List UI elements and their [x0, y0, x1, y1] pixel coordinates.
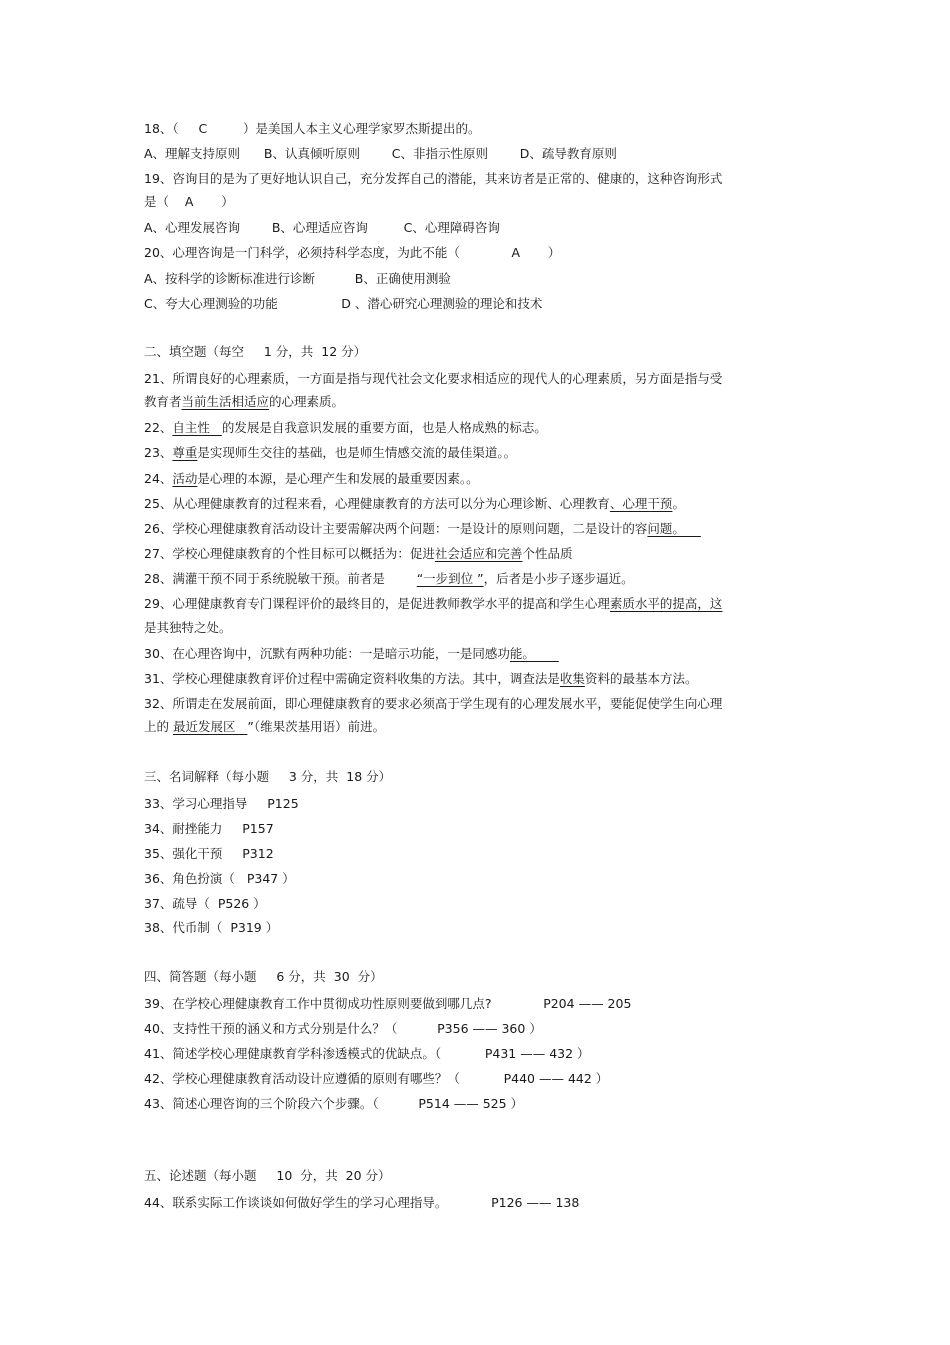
section-heading: [144, 768, 391, 786]
text-segment: 上的: [144, 719, 173, 734]
underlined-answer: 活动: [172, 471, 198, 486]
text-segment: 是（ A ）: [144, 194, 234, 209]
text-line: [144, 545, 572, 563]
text-segment: 44、联系实际工作谈谈如何做好学生的学习心理指导。 P126 —— 138: [144, 1195, 580, 1210]
underlined-answer: 问题。: [647, 521, 701, 536]
section-heading: [144, 1167, 391, 1185]
text-line: [144, 1194, 579, 1212]
text-line: [144, 170, 722, 188]
text-segment: 27、学校心理健康教育的个性目标可以概括为：促进: [144, 546, 435, 561]
text-line: [144, 295, 542, 313]
text-segment: A、心理发展咨询 B、心理适应咨询 C、心理障碍咨询: [144, 220, 500, 235]
section-heading: [144, 343, 366, 361]
text-segment: 29、心理健康教育专门课程评价的最终目的，是促进教师教学水平的提高和学生心理: [144, 596, 610, 611]
underlined-answer: 、心理干预: [609, 496, 673, 511]
text-segment: 36、角色扮演（ P347 ）: [144, 871, 295, 886]
text-segment: 39、在学校心理健康教育工作中贯彻成功性原则要做到哪几点? P204 —— 205: [144, 996, 632, 1011]
text-line: [144, 470, 479, 488]
text-segment: 五、论述题（每小题 10 分，共 20 分）: [144, 1168, 391, 1183]
text-line: [144, 1070, 608, 1088]
text-segment: 41、简述学校心理健康教育学科渗透模式的优缺点。（ P431 —— 432 ）: [144, 1046, 590, 1061]
text-line: [144, 570, 634, 588]
text-segment: 25、从心理健康教育的过程来看，心理健康教育的方法可以分为心理诊断、心理教育: [144, 496, 610, 511]
text-line: [144, 595, 722, 613]
underlined-answer: 当前生活相适应: [181, 394, 270, 409]
text-segment: 19、咨询目的是为了更好地认识自己，充分发挥自己的潜能，其来访者是正常的、健康的，这种咨询形式: [144, 171, 723, 186]
text-segment: 43、简述心理咨询的三个阶段六个步骤。（ P514 —— 525 ）: [144, 1096, 524, 1111]
text-line: [144, 845, 274, 863]
text-line: [144, 444, 516, 462]
text-line: [144, 820, 274, 838]
text-segment: 18、（ C ）是美国人本主义心理学家罗杰斯提出的。: [144, 121, 481, 136]
text-segment: 32、所谓走在发展前面，即心理健康教育的要求必须高于学生现有的心理发展水平，要能促使学生向心理: [144, 696, 723, 711]
text-line: [144, 718, 385, 736]
text-segment: 35、强化干预 P312: [144, 846, 274, 861]
text-segment: 40、支持性干预的涵义和方式分别是什么？（ P356 —— 360 ）: [144, 1021, 542, 1036]
text-line: [144, 670, 697, 688]
text-line: [144, 1045, 590, 1063]
underlined-answer: 尊重: [172, 445, 198, 460]
text-segment: 21、所谓良好的心理素质，一方面是指与现代社会文化要求相适应的现代人的心理素质，另方面是指与受: [144, 371, 723, 386]
text-segment: 教育者: [144, 394, 182, 409]
text-segment: 38、代币制（ P319 ）: [144, 920, 279, 935]
text-line: [144, 244, 560, 262]
text-line: [144, 270, 451, 288]
text-segment: 四、简答题（每小题 6 分，共 30 分）: [144, 969, 383, 984]
text-segment: 二、填空题（每空 1 分，共 12 分）: [144, 344, 367, 359]
underlined-answer: 素质水平的提高，这: [609, 596, 723, 611]
underlined-answer: 收集: [559, 671, 585, 686]
underlined-answer: 最近发展区: [172, 719, 248, 734]
text-segment: ，后者是小步子逐步逼近。: [483, 571, 634, 586]
text-line: [144, 120, 481, 138]
text-line: [144, 895, 266, 913]
text-line: [144, 695, 722, 713]
text-segment: 三、名词解释（每小题 3 分，共 18 分）: [144, 769, 392, 784]
text-line: [144, 419, 547, 437]
text-segment: ”（维果茨基用语）前进。: [247, 719, 386, 734]
text-line: [144, 1095, 523, 1113]
underlined-answer: 社会适应和完善: [434, 546, 523, 561]
text-segment: 资料的最基本方法。: [584, 671, 698, 686]
text-segment: 的发展是自我意识发展的重要方面，也是人格成熟的标志。: [221, 420, 547, 435]
text-segment: 。: [672, 496, 685, 511]
text-segment: 22、: [144, 420, 173, 435]
text-line: [144, 370, 722, 388]
text-line: [144, 870, 295, 888]
underlined-answer: “一步到位 ”: [416, 571, 484, 586]
text-segment: 是心理的本源，是心理产生和发展的最重要因素。。: [197, 471, 479, 486]
section-heading: [144, 968, 383, 986]
text-line: [144, 393, 344, 411]
text-segment: 个性品质: [522, 546, 573, 561]
text-line: [144, 645, 559, 663]
text-segment: 34、耐挫能力 P157: [144, 821, 274, 836]
text-segment: 的心理素质。: [269, 394, 345, 409]
text-segment: 33、学习心理指导 P125: [144, 796, 299, 811]
text-line: [144, 219, 500, 237]
text-segment: 20、心理咨询是一门科学，必须持科学态度，为此不能（ A ）: [144, 245, 561, 260]
text-segment: 37、疏导（ P526 ）: [144, 896, 266, 911]
text-line: [144, 795, 299, 813]
text-line: [144, 919, 278, 937]
text-segment: 26、学校心理健康教育活动设计主要需解决两个问题：一是设计的原则问题，二是设计的容: [144, 521, 648, 536]
text-line: [144, 145, 617, 163]
text-line: [144, 193, 234, 211]
text-segment: 是其独特之处。: [144, 620, 232, 635]
text-segment: A、理解支持原则 B、认真倾听原则 C、非指示性原则 D、疏导教育原则: [144, 146, 617, 161]
text-segment: 28、满灌干预不同于系统脱敏干预。前者是: [144, 571, 417, 586]
text-segment: 24、: [144, 471, 173, 486]
text-segment: 23、: [144, 445, 173, 460]
text-segment: 42、学校心理健康教育活动设计应遵循的原则有哪些？（ P440 —— 442 ）: [144, 1071, 609, 1086]
text-line: [144, 619, 232, 637]
text-segment: 30、在心理咨询中，沉默有两种功能：一是暗示功能，一是同感功: [144, 646, 510, 661]
text-line: [144, 995, 631, 1013]
text-segment: 31、学校心理健康教育评价过程中需确定资料收集的方法。其中，调查法是: [144, 671, 560, 686]
text-line: [144, 520, 701, 538]
text-segment: 是实现师生交往的基础，也是师生情感交流的最佳渠道。。: [197, 445, 517, 460]
text-segment: C、夸大心理测验的功能 D 、潜心研究心理测验的理论和技术: [144, 296, 543, 311]
text-line: [144, 495, 685, 513]
underlined-answer: 自主性: [172, 420, 222, 435]
text-segment: A、按科学的诊断标准进行诊断 B、正确使用测验: [144, 271, 451, 286]
underlined-answer: 能。: [509, 646, 559, 661]
text-line: [144, 1020, 542, 1038]
